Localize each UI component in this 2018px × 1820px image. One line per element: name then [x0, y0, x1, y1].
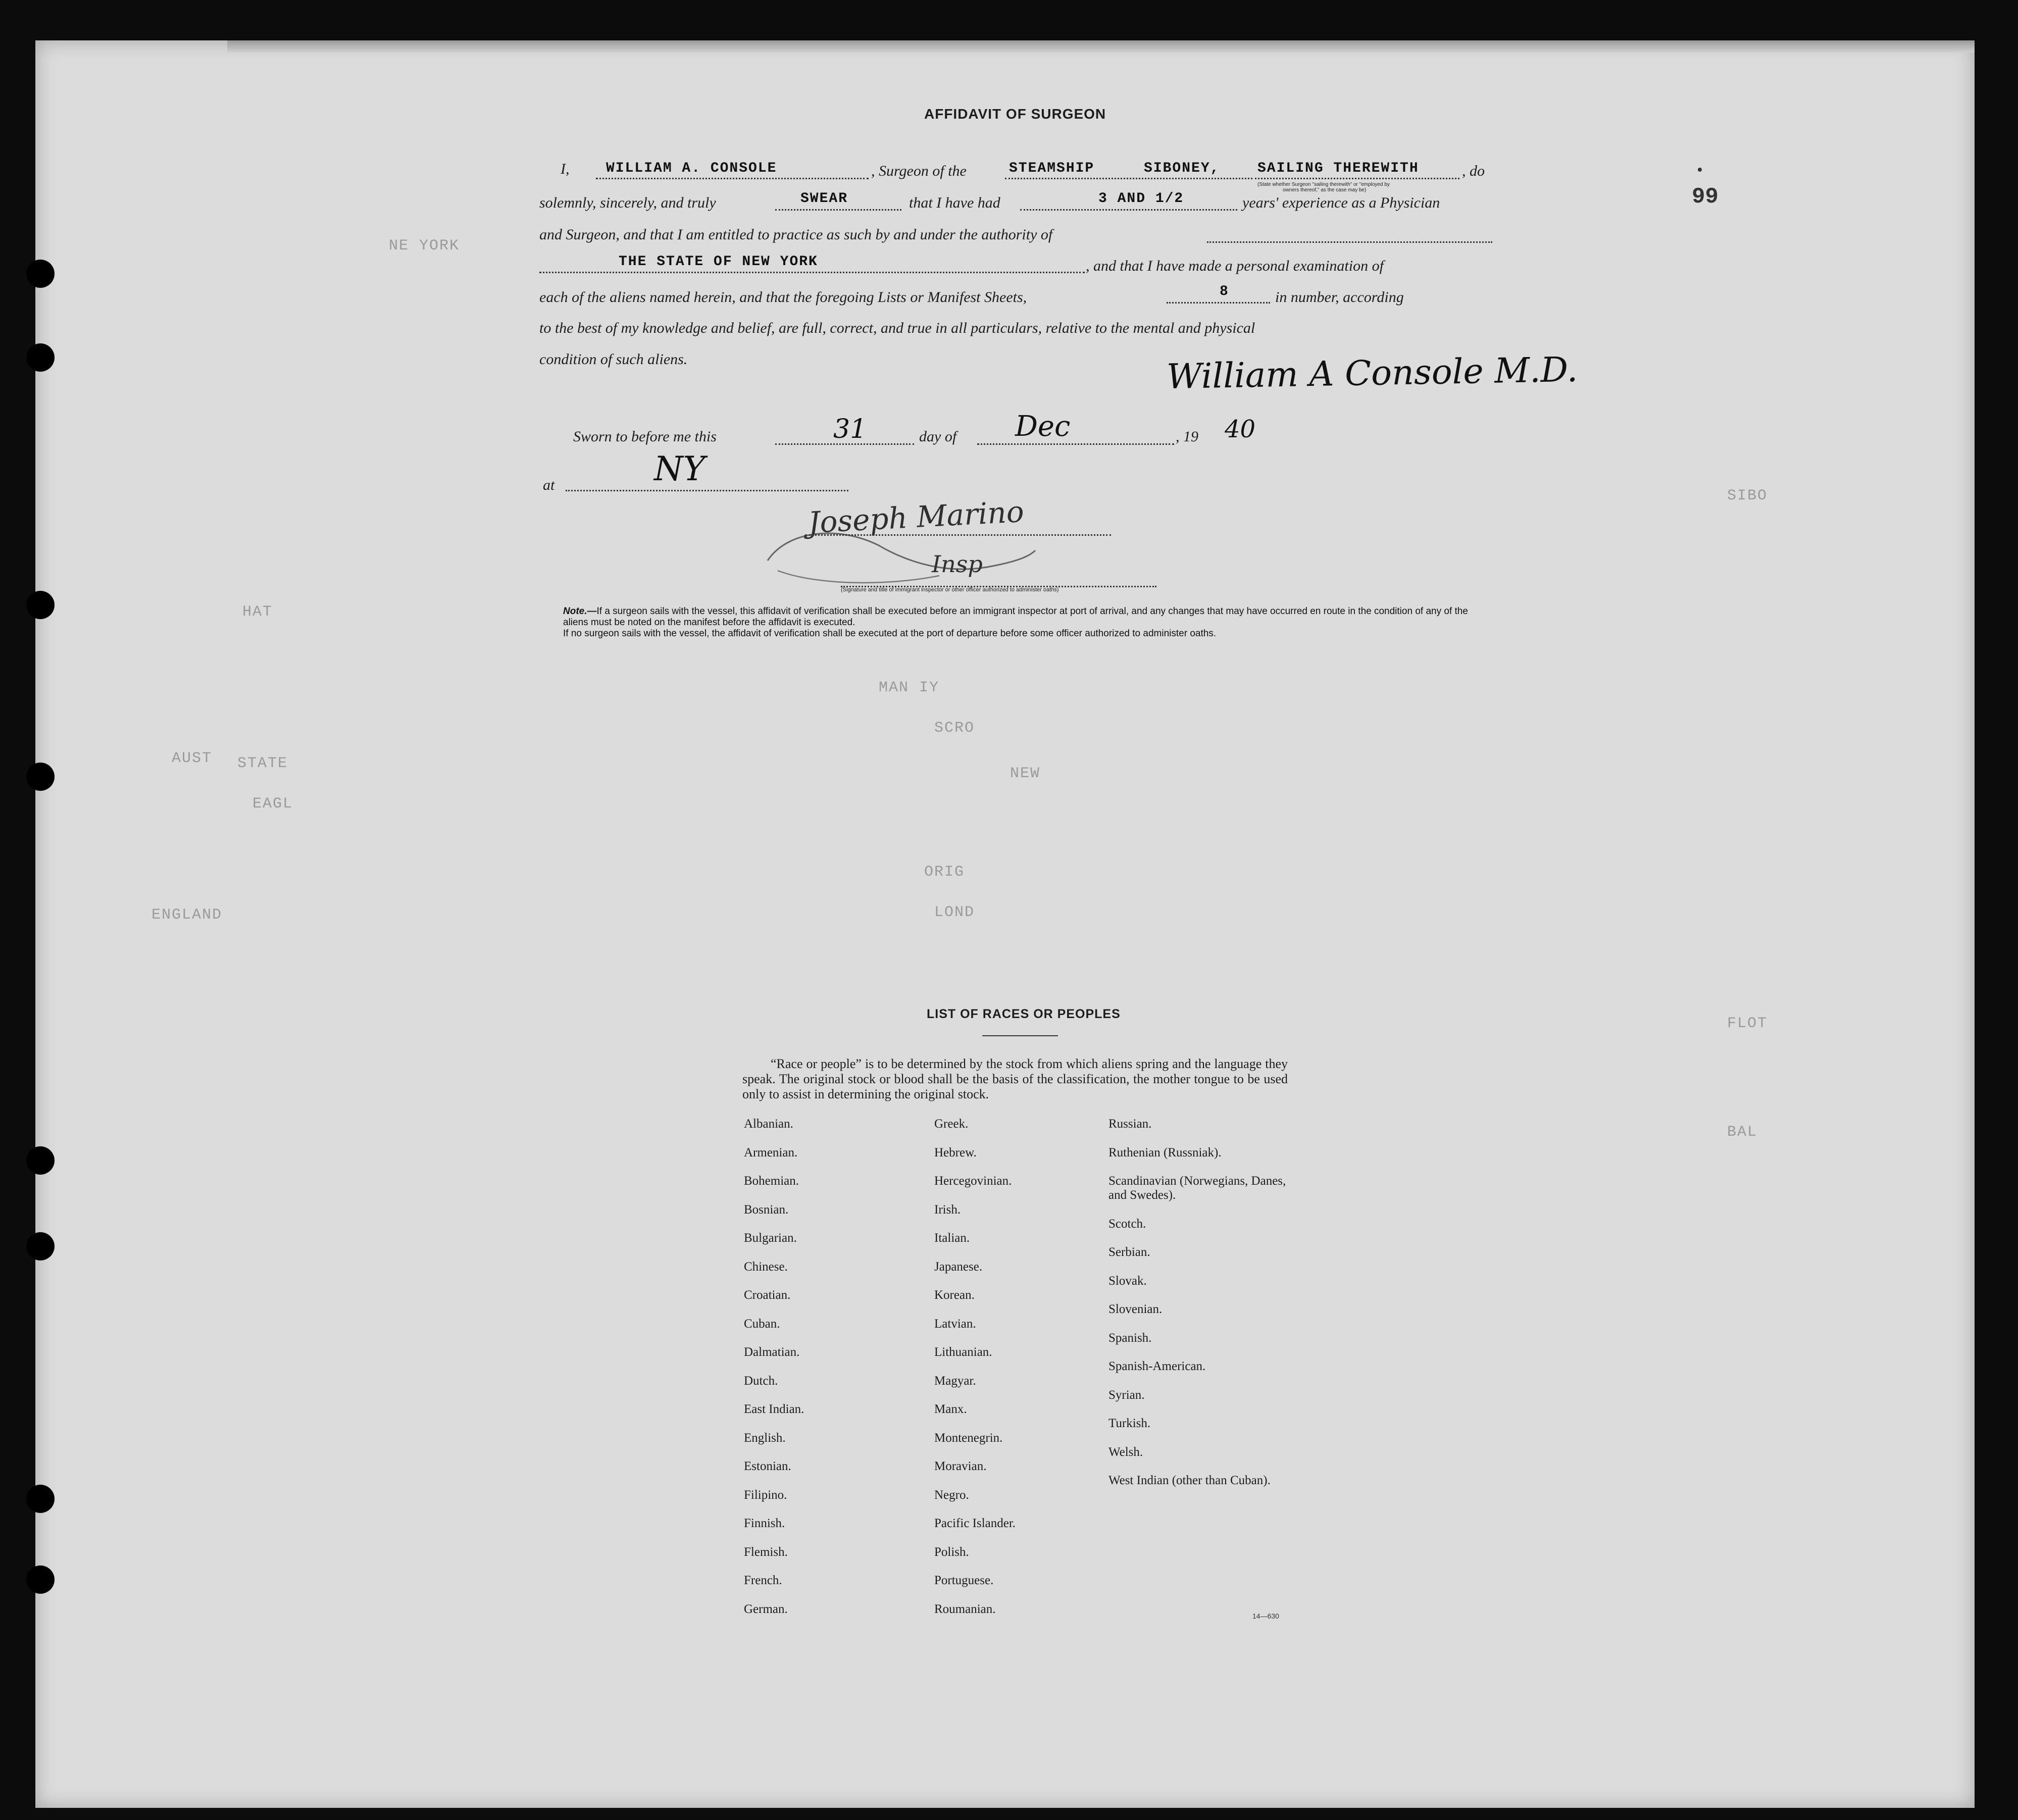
affidavit-text: each of the aliens named herein, and that the foregoing Lists or Manifest Sheets, [539, 289, 1027, 306]
binder-hole [26, 763, 55, 791]
binder-hole [26, 1565, 55, 1594]
race-item: Serbian. [1108, 1245, 1150, 1259]
sworn-year: 40 [1225, 415, 1256, 443]
race-item: English. [744, 1431, 786, 1445]
ghost-text: SIBO [1727, 487, 1768, 504]
page-edge [227, 40, 1975, 53]
blank-line [1167, 302, 1270, 304]
ghost-text: STATE [237, 755, 288, 772]
affidavit-text: , 19 [1176, 428, 1198, 445]
note-text: If no surgeon sails with the vessel, the affidavit of verification shall be executed at the port of departure before some officer authorized to administer oaths. [563, 628, 1217, 639]
blank-line [566, 490, 848, 491]
race-item: Lithuanian. [934, 1345, 992, 1359]
authority: THE STATE OF NEW YORK [619, 254, 818, 270]
divider [982, 1035, 1058, 1036]
blank-line [596, 178, 869, 179]
race-item: Russian. [1108, 1117, 1152, 1131]
ghost-text: FLOT [1727, 1015, 1768, 1032]
affidavit-text: and Surgeon, and that I am entitled to practice as such by and under the authority of [539, 226, 1053, 243]
race-item: Hercegovinian. [934, 1174, 1012, 1188]
race-item: Bosnian. [744, 1202, 789, 1217]
sailing-note: owners thereof," as the case may be) [1283, 187, 1367, 193]
ghost-text: SCRO [934, 720, 975, 737]
surgeon-name: WILLIAM A. CONSOLE [606, 161, 777, 176]
race-item: Estonian. [744, 1459, 791, 1473]
races-column-3 [1108, 1117, 1300, 1502]
race-item: Finnish. [744, 1516, 785, 1530]
binder-hole [26, 1485, 55, 1513]
race-item: Dalmatian. [744, 1345, 800, 1359]
affidavit-text: Sworn to before me this [573, 428, 717, 445]
race-item: Cuban. [744, 1317, 780, 1331]
blank-line [1020, 209, 1237, 211]
races-title: LIST OF RACES OR PEOPLES [927, 1007, 1121, 1021]
affidavit-text: in number, according [1275, 289, 1404, 306]
affidavit-text: to the best of my knowledge and belief, are full, correct, and true in all particulars, relative to the mental and physical [539, 320, 1255, 336]
race-item: Magyar. [934, 1374, 976, 1388]
affidavit-title: AFFIDAVIT OF SURGEON [924, 106, 1106, 122]
race-item: French. [744, 1574, 782, 1587]
binder-hole [26, 1146, 55, 1175]
ghost-text: EAGL [253, 795, 293, 813]
blank-line [1207, 241, 1492, 243]
binder-hole [26, 1232, 55, 1260]
ghost-text: HAT [242, 603, 273, 621]
note-text: If a surgeon sails with the vessel, this affidavit of verification shall be executed before an immigrant inspector at port of arrival, and any changes that may have occurred en route in the condition of any of the aliens must be noted on the manifest before the affidavit is executed. [563, 606, 1468, 628]
oath-type: SWEAR [800, 191, 848, 207]
blank-line [977, 443, 1174, 445]
ghost-text: LOND [934, 904, 975, 921]
affidavit-text: I, [561, 161, 570, 177]
race-item: Slovak. [1108, 1274, 1147, 1288]
sheets-count: 8 [1220, 284, 1229, 299]
race-item: Bohemian. [744, 1174, 799, 1188]
race-item: Dutch. [744, 1374, 778, 1388]
race-item: Turkish. [1108, 1417, 1151, 1430]
ghost-text: NE YORK [389, 237, 460, 255]
race-item: Negro. [934, 1488, 969, 1502]
race-item: Slovenian. [1108, 1302, 1163, 1316]
affidavit-text: that I have had [909, 194, 1000, 211]
race-item: Greek. [934, 1117, 969, 1131]
race-item: Korean. [934, 1288, 975, 1302]
sailing-note: (State whether Surgeon "sailing therewith" or "employed by [1257, 182, 1390, 187]
race-item: Bulgarian. [744, 1231, 797, 1245]
affidavit-text: years' experience as a Physician [1242, 194, 1440, 211]
blank-line [1005, 178, 1252, 179]
ghost-text: ORIG [924, 864, 965, 881]
inspector-caption: (Signature and title of immigrant inspector or other officer authorized to administer oaths) [841, 587, 1059, 593]
race-item: Welsh. [1108, 1445, 1143, 1459]
race-item: Chinese. [744, 1259, 788, 1274]
ship-name: SIBONEY, [1144, 161, 1220, 176]
race-item: Syrian. [1108, 1388, 1145, 1402]
race-item: Armenian. [744, 1145, 798, 1159]
race-item: Irish. [934, 1202, 961, 1217]
race-item: Spanish-American. [1108, 1359, 1206, 1373]
race-item: Ruthenian (Russniak). [1108, 1145, 1222, 1159]
binder-hole [26, 343, 55, 372]
affidavit-text: day of [919, 428, 957, 445]
race-item: Pacific Islander. [934, 1516, 1016, 1530]
blank-line [775, 209, 901, 211]
affidavit-text: , do [1462, 163, 1485, 179]
ghost-text: AUST [172, 750, 213, 767]
blank-line [1255, 178, 1459, 179]
affidavit-text: , Surgeon of the [871, 163, 967, 179]
ghost-text: ENGLAND [152, 906, 223, 924]
race-item: Japanese. [934, 1259, 983, 1274]
race-item: Roumanian. [934, 1602, 996, 1616]
race-item: Italian. [934, 1231, 970, 1245]
sheet-number: 99 [1692, 184, 1719, 210]
steamship-label: STEAMSHIP [1009, 161, 1095, 176]
ghost-text: MAN IY [879, 679, 940, 696]
blank-line [539, 272, 1085, 273]
race-item: Montenegrin. [934, 1431, 1003, 1445]
ghost-text: BAL [1727, 1124, 1758, 1141]
affidavit-text: at [543, 477, 555, 493]
sworn-place: NY [654, 449, 705, 488]
race-item: Latvian. [934, 1317, 976, 1331]
ghost-text: NEW [1010, 765, 1041, 782]
inspector-signature: Joseph Marino [807, 494, 1025, 540]
inspector-title: Insp [932, 550, 983, 578]
race-item: Albanian. [744, 1117, 793, 1131]
race-item: West Indian (other than Cuban). [1108, 1474, 1271, 1487]
race-item: German. [744, 1602, 788, 1616]
race-item: Spanish. [1108, 1331, 1152, 1345]
years-experience: 3 AND 1/2 [1098, 191, 1184, 207]
race-item: Portuguese. [934, 1574, 994, 1587]
race-item: Croatian. [744, 1288, 791, 1302]
affidavit-text: condition of such aliens. [539, 351, 688, 368]
races-column-1 [744, 1117, 804, 1631]
race-item: Filipino. [744, 1488, 787, 1502]
note-label: Note.— [563, 606, 597, 617]
race-item: Manx. [934, 1402, 967, 1416]
race-item: Flemish. [744, 1545, 788, 1559]
affidavit-text: solemnly, sincerely, and truly [539, 194, 716, 211]
race-item: Hebrew. [934, 1145, 977, 1159]
races-column-2 [934, 1117, 1016, 1631]
race-item: Scandinavian (Norwegians, Danes, and Swedes). [1108, 1174, 1286, 1202]
surgeon-signature: William A Console M.D. [1166, 349, 1578, 397]
signature-flourish [758, 515, 1040, 591]
race-item: East Indian. [744, 1402, 804, 1416]
affidavit-text: , and that I have made a personal examination of [1086, 258, 1384, 274]
affidavit-note [563, 606, 1492, 639]
sheet-mark: • [1697, 161, 1703, 179]
races-intro: “Race or people” is to be determined by the stock from which aliens spring and the language they speak. The original stock or blood shall be the basis of the classification, the mother tongue to be used only to assist in determining the original stock. [742, 1056, 1288, 1101]
binder-hole [26, 591, 55, 619]
race-item: Scotch. [1108, 1217, 1146, 1231]
race-item: Polish. [934, 1545, 969, 1559]
form-number: 14—630 [1252, 1612, 1279, 1620]
race-item: Moravian. [934, 1459, 987, 1473]
sworn-month: Dec [1015, 410, 1071, 443]
binder-hole [26, 260, 55, 288]
sworn-day: 31 [833, 414, 867, 444]
sailing-status: SAILING THEREWITH [1257, 161, 1419, 176]
